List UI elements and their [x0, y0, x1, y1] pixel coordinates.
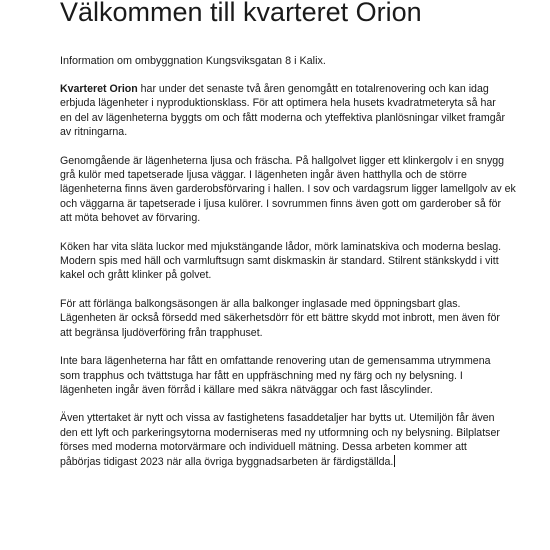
- paragraph-line: förses med moderna motorvärmare och individuell mätning. Dessa arbeten kommer att: [60, 441, 467, 454]
- text-cursor: [394, 455, 395, 467]
- document-title: Välkommen till kvarteret Orion: [60, 0, 422, 27]
- paragraph-line: Inte bara lägenheterna har fått en omfattande renovering utan de gemensamma utrymmena: [60, 355, 491, 368]
- intro-line: av ritningarna.: [60, 126, 128, 139]
- paragraph-kitchen: [60, 240, 522, 283]
- paragraph-line: lägenheterna finns även garderobsförvaring i hallen. I sov och vardagsrum ligger lamellgolv av ek: [60, 183, 516, 196]
- paragraph-line: Köken har vita släta luckor med mjukstängande lådor, mörk laminatskiva och moderna beslag.: [60, 240, 502, 253]
- document-page: [60, 0, 522, 469]
- paragraph-line: grå kulör med tapetserade ljusa väggar. I lägenheten ingår även hatthylla och de större: [60, 169, 467, 182]
- paragraph-line: För att förlänga balkongsäsongen är alla balkonger inglasade med öppningsbart glas.: [60, 297, 461, 310]
- intro-line: en del av lägenheterna byggts om och fått moderna och yteffektiva planlösningar vilket framgår: [60, 111, 505, 124]
- paragraph-line: Modern spis med häll och varmluftsugn samt diskmaskin är standard. Stilrent stänkskydd i vitt: [60, 255, 499, 268]
- paragraph-line: som trapphus och tvättstuga har fått en uppfräschning med ny färg och ny belysning. I: [60, 369, 463, 382]
- paragraph-line: Genomgående är lägenheterna ljusa och fräscha. På hallgolvet ligger ett klinkergolv i en snygg: [60, 154, 505, 167]
- paragraph-line: kakel och grått klinker på golvet.: [60, 269, 212, 282]
- paragraph-line: att möta behovet av förvaring.: [60, 212, 201, 225]
- document-subtitle: Information om ombyggnation Kungsviksgatan 8 i Kalix.: [60, 55, 326, 67]
- paragraph-line: Lägenheten är också försedd med säkerhetsdörr för ett bättre skydd mot inbrott, men även för: [60, 312, 500, 325]
- building-name: Kvarteret Orion: [60, 83, 138, 95]
- intro-line-rest: har under det senaste två åren genomgått en totalrenovering och kan idag: [137, 83, 489, 95]
- paragraph-balcony: [60, 297, 522, 340]
- paragraph-line: Även yttertaket är nytt och vissa av fastighetens fasaddetaljer har bytts ut. Utemiljön får även: [60, 412, 495, 425]
- paragraph-exterior: [60, 411, 522, 469]
- paragraph-common-areas: [60, 354, 522, 397]
- paragraph-line: och väggarna är tapetserade i ljusa kulörer. I sovrummen finns även gott om garderober så för: [60, 197, 502, 210]
- paragraph-line: [60, 455, 522, 469]
- paragraph-interior: [60, 154, 522, 226]
- intro-line: erbjuda lägenheter i nyproduktionsklass. För att optimera hela husets kvadratmeteryta så har: [60, 97, 496, 110]
- intro-line: [60, 82, 522, 96]
- final-line-text: påbörjas tidigast 2023 när alla övriga byggnadsarbeten är färdigställda.: [60, 455, 394, 468]
- paragraph-line: den ett lyft och parkeringsytorna moderniseras med ny utformning och ny belysning. Bilplatser: [60, 426, 500, 439]
- intro-paragraph: [60, 82, 522, 140]
- paragraph-line: lägenheten ingår även förråd i källare med säkra nätväggar och fast låscylinder.: [60, 383, 433, 396]
- paragraph-line: att begränsa ljudöverföring från trapphuset.: [60, 326, 263, 339]
